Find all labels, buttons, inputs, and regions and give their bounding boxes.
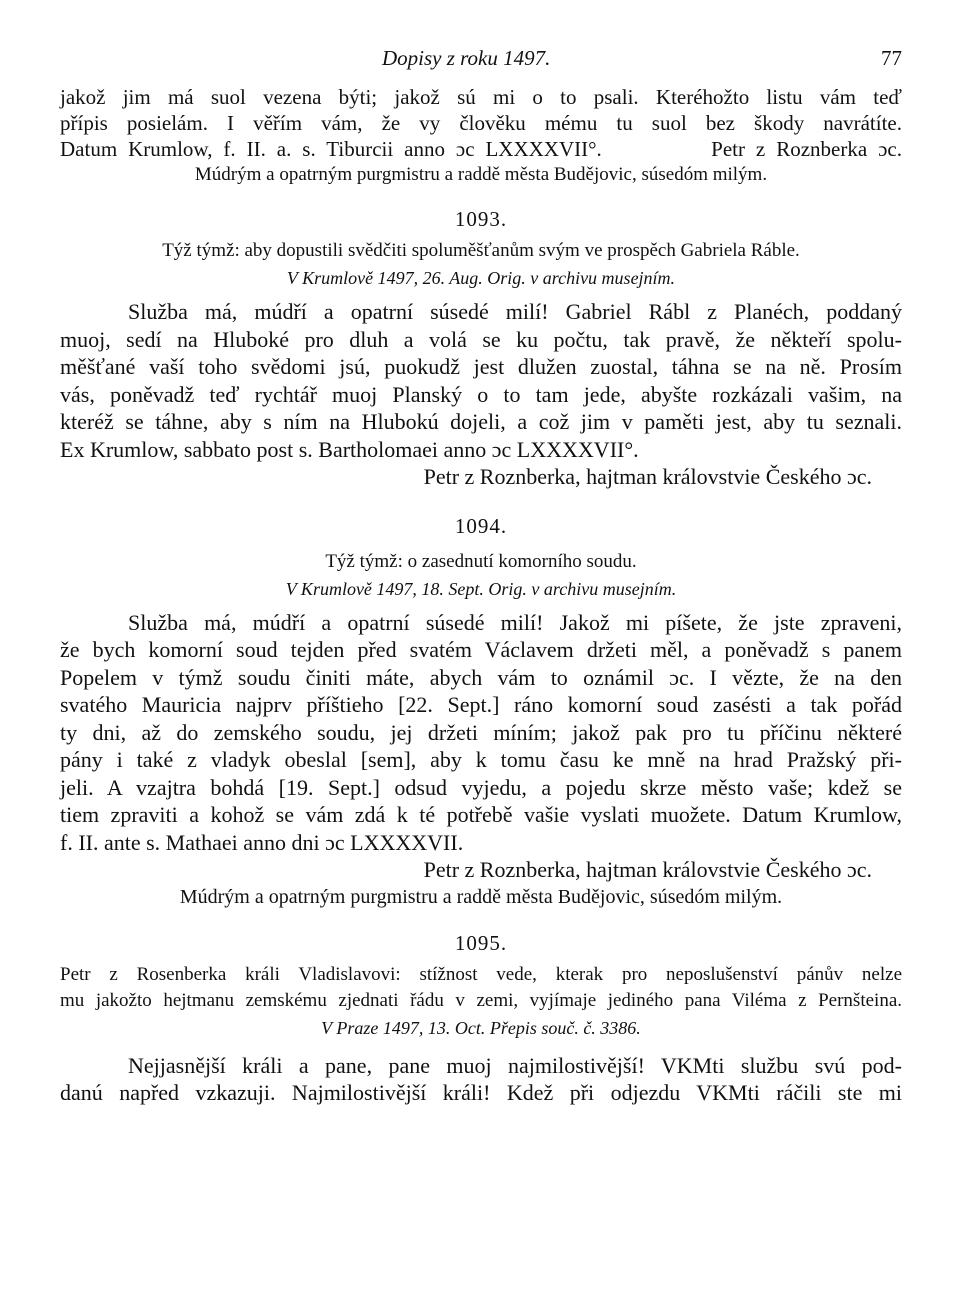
summary-line: Petr z Rosenberka králi Vladislavovi: stížnost vede, kterak pro neposlušenství pánův nelze [60, 963, 902, 985]
text-line: přípis posielám. I věřím vám, že vy člověku mému tu suol bez škody navrátíte. [60, 111, 902, 135]
summary-line: mu jakožto hejtmanu zemskému zjednati řádu v zemi, vyjímaje jediného pana Viléma z Pernšteina. [60, 989, 902, 1011]
letter-summary [60, 962, 902, 1014]
text-line: jakož jim má suol vezena býti; jakož sú mi o to psali. Kteréhožto listu vám teď [60, 85, 902, 109]
letter-text [60, 298, 902, 491]
text-line: jeli. A vzajtra bohdá [19. Sept.] odsud vyjedu, a pojedu skrze město vaše; kdež se [60, 774, 902, 800]
letter-signature: Petr z Roznberka, hajtman královstvie Českého ɔc. [423, 464, 872, 489]
page-number: 77 [881, 46, 902, 70]
running-title: Dopisy z roku 1497. [382, 46, 551, 70]
page-header [60, 44, 902, 84]
text-line: Popelem v týmž soudu činiti máte, abych vám to oznámil ɔc. I vězte, že na den [60, 664, 902, 690]
letter-text [60, 609, 902, 884]
text-line: vás, poněvadž teď rychtář muoj Planský o to tam jede, abyšte rozkázali vašim, na [60, 381, 902, 407]
letter-source: V Krumlově 1497, 26. Aug. Orig. v archivu musejním. [286, 268, 676, 288]
text-line: že bych komorní soud tejden před svatém Václavem držeti měl, a poněvadž s panem [60, 637, 902, 662]
letter-number: 1094. [454, 513, 508, 538]
page [60, 44, 902, 1107]
letter-summary: Týž týmž: o zasednutí komorního soudu. [325, 550, 637, 572]
text-line: danú napřed vzkazuji. Najmilostivější králi! Kdež při odjezdu VKMti ráčili ste mi [60, 1080, 902, 1105]
text-line: Datum Krumlow, f. II. a. s. Tiburcii anno ɔc LXXXXVII°. Petr z Roznberka ɔc. [60, 137, 902, 161]
prev-letter-text [60, 84, 902, 162]
letter-address: Múdrým a opatrným purgmistru a raddě města Budějovic, súsedóm milým. [179, 885, 783, 908]
letter-source: V Krumlově 1497, 18. Sept. Orig. v archivu musejním. [285, 578, 677, 599]
text-line: měšťané vaší toho svědomi jsú, puokudž jest dlužen zuostal, táhna se na ně. Prosím [60, 354, 902, 379]
letter-source: V Praze 1497, 13. Oct. Přepis souč. č. 3386. [321, 1017, 641, 1038]
text-line: Služba má, múdří a opatrní súsedé milí! Gabriel Rábl z Planéch, poddaný [128, 299, 902, 324]
text-line: muoj, sedí na Hluboké pro dluh a volá se ku počtu, tak pravě, že někteří spolu- [60, 326, 902, 352]
letter-signature: Petr z Roznberka, hajtman královstvie Českého ɔc. [423, 857, 872, 882]
text-line: Ex Krumlow, sabbato post s. Bartholomaei anno ɔc LXXXXVII°. [60, 436, 639, 462]
text-line: pány i také z vladyk obeslal [sem], aby k tomu času ke mně na hrad Pražský při- [60, 747, 902, 772]
text-line: kteréž se táhne, aby s ním na Hlubokú dojeli, a což jim v paměti jest, aby tu seznali. [60, 409, 902, 434]
text-line: Nejjasnější králi a pane, pane muoj najmilostivější! VKMti službu svú pod- [128, 1052, 902, 1078]
letter-summary: Týž týmž: aby dopustili svědčiti spoluměšťanům svým ve prospěch Gabriela Ráble. [162, 240, 800, 261]
letter-number: 1095. [454, 930, 508, 955]
letter-number: 1093. [454, 207, 508, 231]
text-line: Služba má, múdří a opatrní súsedé milí! Jakož mi píšete, že jste zpraveni, [128, 609, 902, 635]
letter-text [60, 1052, 902, 1107]
text-line: f. II. ante s. Mathaei anno dni ɔc LXXXXVII. [60, 829, 464, 855]
prev-letter-address: Múdrým a opatrným purgmistru a raddě města Budějovic, súsedóm milým. [194, 164, 768, 185]
text-line: svatého Mauricia najprv příštieho [22. Sept.] ráno komorní soud zasésti a tak pořád [60, 692, 902, 717]
text-line: ty dni, až do zemského soudu, jej držeti míním; jakož pak pro tu příčinu některé [60, 719, 902, 745]
text-line: tiem zpraviti a kohož se vám zdá k té potřebě vašie vyslati muožete. Datum Krumlow, [60, 802, 902, 827]
